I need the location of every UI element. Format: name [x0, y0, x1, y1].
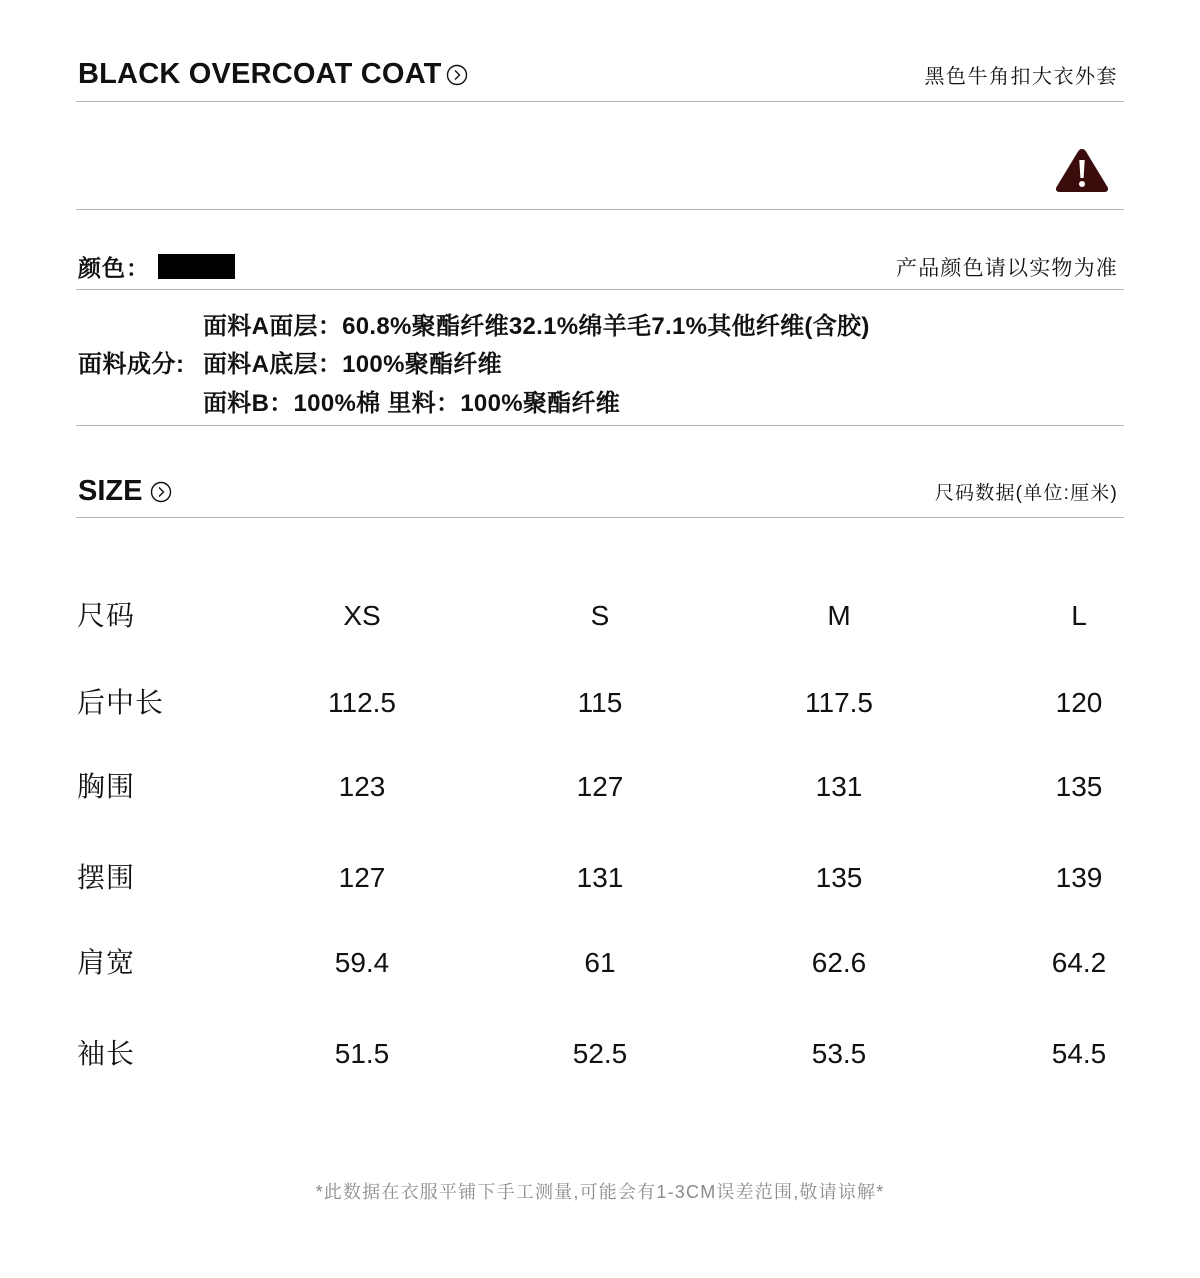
circle-chevron-right-icon: [446, 64, 468, 86]
fabric-label: 面料成分:: [78, 351, 185, 378]
divider: [76, 425, 1124, 426]
table-cell: 112.5: [328, 687, 396, 718]
size-header-cell: M: [827, 600, 851, 631]
table-cell: 135: [1055, 771, 1103, 802]
size-header-cell: XS: [343, 600, 381, 631]
table-cell: 131: [576, 862, 624, 893]
divider: [76, 209, 1124, 210]
divider: [76, 517, 1124, 518]
fabric-line: 面料A底层：100%聚酯纤维: [203, 351, 502, 378]
size-title-group: [78, 475, 172, 508]
row-label: 肩宽: [77, 947, 136, 978]
table-row: [0, 1034, 1200, 1074]
table-cell: 131: [815, 771, 863, 802]
table-row: [0, 943, 1200, 983]
product-title-en: BLACK OVERCOAT COAT: [78, 58, 442, 90]
table-cell: 139: [1055, 862, 1103, 893]
measurement-footnote: *此数据在衣服平铺下手工测量,可能会有1-3CM误差范围,敬请谅解*: [315, 1182, 885, 1202]
color-swatch: [158, 254, 235, 279]
table-cell: 115: [577, 687, 623, 718]
table-cell: 51.5: [334, 1038, 390, 1069]
divider: [76, 289, 1124, 290]
size-header-cell: S: [590, 600, 610, 631]
size-header-label: 尺码: [77, 600, 136, 631]
table-cell: 120: [1055, 687, 1103, 718]
table-cell: 61: [584, 947, 616, 978]
row-label: 摆围: [77, 862, 136, 893]
row-label: 后中长: [77, 687, 165, 718]
row-label: 胸围: [77, 771, 136, 802]
color-info: [78, 250, 235, 283]
size-title: SIZE: [78, 475, 143, 507]
table-cell: 54.5: [1051, 1038, 1107, 1069]
table-cell: 127: [338, 862, 386, 893]
size-header-row: [0, 596, 1200, 636]
color-row: [78, 250, 1118, 283]
size-unit: 尺码数据(单位:厘米): [934, 483, 1118, 504]
product-header: [78, 58, 1118, 91]
table-cell: 52.5: [572, 1038, 628, 1069]
table-cell: 135: [815, 862, 863, 893]
table-cell: 127: [576, 771, 624, 802]
table-cell: 62.6: [811, 947, 867, 978]
table-cell: 59.4: [334, 947, 390, 978]
table-row: [0, 858, 1200, 898]
product-title-group: [78, 58, 468, 91]
table-cell: 64.2: [1051, 947, 1107, 978]
divider: [76, 101, 1124, 102]
row-label: 袖长: [77, 1038, 136, 1069]
size-header: [78, 475, 1118, 508]
table-row: [0, 767, 1200, 807]
fabric-line: 面料B：100%棉 里料：100%聚酯纤维: [203, 390, 621, 417]
table-row: [0, 683, 1200, 723]
table-cell: 117.5: [805, 687, 873, 718]
circle-chevron-right-icon: [150, 481, 172, 503]
warning-triangle-icon: [1054, 146, 1110, 194]
table-cell: 53.5: [811, 1038, 867, 1069]
fabric-line: 面料A面层：60.8%聚酯纤维32.1%绵羊毛7.1%其他纤维(含胶): [203, 313, 870, 340]
size-header-cell: L: [1071, 600, 1087, 631]
table-cell: 123: [338, 771, 386, 802]
color-label: 颜色：: [78, 255, 150, 281]
product-title-cn: 黑色牛角扣大衣外套: [924, 66, 1118, 88]
color-note: 产品颜色请以实物为准: [896, 256, 1118, 280]
